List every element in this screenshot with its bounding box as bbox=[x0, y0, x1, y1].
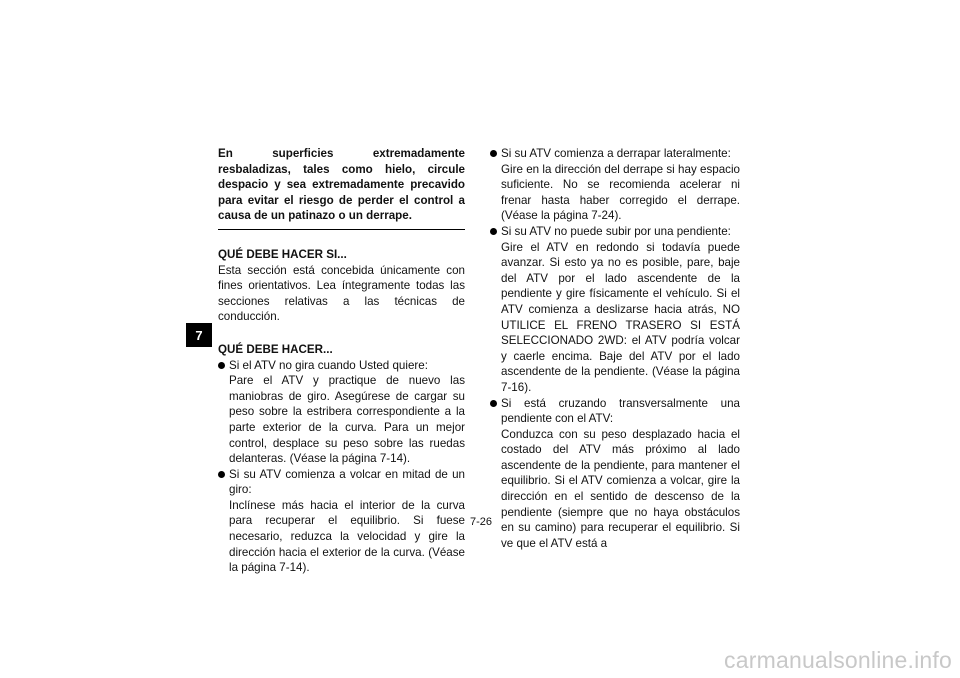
bullet-body: Conduzca con su peso desplazado hacia el costado del ATV más próximo al lado ascendente de la pendiente, para mantener el equilibrio. Si el ATV comienza a volcar, gire la dirección en el sentido de descenso de la pendiente (siempre que no haya obstáculos en su camino) para recuperar el equilibrio. Si ve que el ATV está a bbox=[501, 427, 740, 550]
right-bullet-list bbox=[490, 146, 740, 551]
list-item bbox=[490, 224, 740, 396]
bullet-lead: Si está cruzando transversalmente una pendiente con el ATV: bbox=[501, 396, 740, 426]
bullet-body: Inclínese más hacia el interior de la curva para recuperar el equilibrio. Si fuese necesario, reduzca la velocidad y gire la dirección hacia el exterior de la curva. (Véase la página 7-14). bbox=[229, 498, 465, 575]
bullet-lead: Si su ATV comienza a volcar en mitad de un giro: bbox=[229, 467, 465, 497]
page-number: 7-26 bbox=[469, 516, 493, 528]
section-heading-que-debe-hacer: QUÉ DEBE HACER... bbox=[218, 342, 333, 356]
bullet-body: Gire el ATV en redondo si todavía puede avanzar. Si esto ya no es posible, pare, baje del ATV por el lado ascendente de la pendiente y gire físicamente el vehículo. Si el ATV comienza a deslizarse hacia atrás, NO UTILICE EL FRENO TRASERO SI ESTÁ SELECCIONADO 2WD: el ATV podría volcar y caerle encima. Baje del ATV por el lado ascendente de la pendiente. (Véase la página 7-16). bbox=[501, 240, 740, 394]
left-column bbox=[218, 146, 465, 576]
warning-text: En superficies extremadamente resbaladizas, tales como hielo, circule despacio y sea extremadamente precavido para evitar el riesgo de perder el control a causa de un patinazo o un derrape. bbox=[218, 146, 465, 230]
chapter-tab: 7 bbox=[186, 323, 212, 347]
bullet-icon bbox=[490, 150, 497, 157]
section-heading-que-debe-hacer-si: QUÉ DEBE HACER SI... bbox=[218, 247, 347, 261]
list-item bbox=[218, 467, 465, 576]
bullet-icon bbox=[218, 362, 225, 369]
list-item bbox=[218, 358, 465, 467]
section-intro-text: Esta sección está concebida únicamente con fines orientativos. Lea íntegramente todas las secciones relativas a las técnicas de conducción. bbox=[218, 263, 465, 324]
bullet-lead: Si su ATV comienza a derrapar lateralmente: bbox=[501, 147, 731, 160]
bullet-icon bbox=[490, 228, 497, 235]
watermark: carmanualsonline.info bbox=[724, 647, 952, 673]
bullet-body: Gire en la dirección del derrape si hay espacio suficiente. No se recomienda acelerar ni frenar hasta haber corregido el derrape. (Véase la página 7-24). bbox=[501, 162, 740, 223]
list-item bbox=[490, 146, 740, 224]
right-column bbox=[490, 146, 740, 551]
bullet-icon bbox=[218, 471, 225, 478]
bullet-body: Pare el ATV y practique de nuevo las maniobras de giro. Asegúrese de cargar su peso sobre la estribera correspondiente a la parte exterior de la curva. Para un mejor control, desplace su peso sobre las ruedas delanteras. (Véase la página 7-14). bbox=[229, 374, 465, 466]
bullet-icon bbox=[490, 400, 497, 407]
bullet-lead: Si el ATV no gira cuando Usted quiere: bbox=[229, 358, 428, 372]
list-item bbox=[490, 396, 740, 552]
bullet-lead: Si su ATV no puede subir por una pendiente: bbox=[501, 224, 731, 238]
left-bullet-list bbox=[218, 358, 465, 576]
